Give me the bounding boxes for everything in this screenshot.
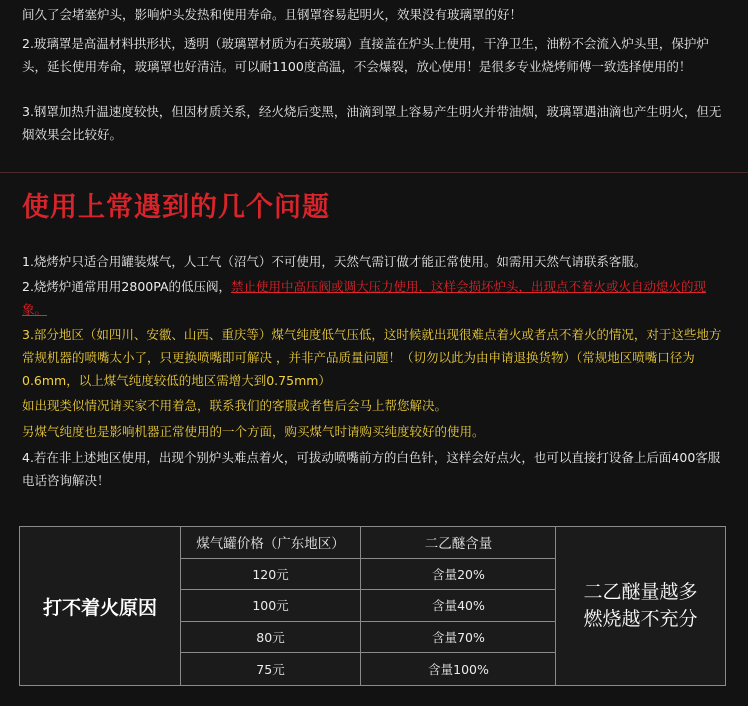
- price-cell: 80元: [181, 622, 361, 653]
- question-4: 4.若在非上述地区使用，出现个别炉头难点着火，可拔动喷嘴前方的白色针，这样会好点火，也可以直接打设备上后面400客服电话咨询解决！: [22, 450, 721, 488]
- question-3-note-1: 如出现类似情况请买家不用着急，联系我们的客服或者售后会马上帮您解决。: [22, 398, 448, 413]
- price-cell: 120元: [181, 559, 361, 590]
- table-left-label: 打不着火原因: [20, 527, 181, 685]
- price-content-grid: [181, 527, 556, 685]
- content-cell: 含量100%: [428, 662, 489, 678]
- question-3: 3.部分地区（如四川、安徽、山西、重庆等）煤气纯度低气压低，这时候就出现很难点着火或者点不着火的情况，对于这些地方常规机器的喷嘴太小了，只更换喷嘴即可解决 ，并非产品质量问题！（切勿以此为由申请退换货物）（常规地区喷嘴口径为0.6mm，以上煤气纯度较低的地区需增大到0.75mm）: [22, 327, 722, 388]
- table-right-conclusion: [555, 527, 725, 685]
- question-2-prefix: 2.烧烤炉通常用用2800PA的低压阀，: [22, 279, 232, 294]
- intro-paragraph-2: 2.玻璃罩是高温材料拱形状，透明（玻璃罩材质为石英玻璃）直接盖在炉头上使用，干净卫生，油粉不会流入炉头里，保护炉头，延长使用寿命，玻璃罩也好清洁。可以耐1100度高温，不会爆裂，放心使用！是很多专业烧烤师傅一致选择使用的！: [22, 36, 709, 74]
- content-cell: 含量20%: [432, 566, 485, 582]
- conclusion-line-2: 燃烧越不充分: [583, 608, 698, 630]
- section-divider: [0, 172, 748, 173]
- question-2-warning-link[interactable]: 禁止使用中高压阀或调大压力使用，这样会损坏炉头，出现点不着火或火自动熄火的现象。: [22, 279, 707, 317]
- table-row: [181, 653, 556, 685]
- price-cell: 75元: [181, 653, 361, 685]
- section-title: 使用上常遇到的几个问题: [22, 192, 330, 223]
- price-cell: 100元: [181, 590, 361, 621]
- table-row: [181, 622, 556, 654]
- header-price: 煤气罐价格（广东地区）: [181, 527, 361, 558]
- question-3-note-2: 另煤气纯度也是影响机器正常使用的一个方面，购买煤气时请购买纯度较好的使用。: [22, 424, 485, 439]
- content-cell: 含量40%: [432, 598, 485, 614]
- conclusion-line-1: 二乙醚量越多: [583, 581, 698, 603]
- content-cell: 含量70%: [432, 630, 485, 646]
- question-2: [22, 275, 730, 321]
- table-header-row: [181, 527, 556, 559]
- table-row: [181, 590, 556, 622]
- ignition-cause-table: [19, 526, 726, 686]
- table-row: [181, 559, 556, 591]
- question-1: 1.烧烤炉只适合用罐装煤气，人工气（沼气）不可使用，天然气需订做才能正常使用。如需用天然气请联系客服。: [22, 254, 647, 269]
- intro-paragraph-3: 3.钢罩加热升温速度较快，但因材质关系，经火烧后变黑，油滴到罩上容易产生明火并带油烟，玻璃罩遇油滴也产生明火，但无烟效果会比较好。: [22, 104, 722, 142]
- intro-paragraph-1: 间久了会堵塞炉头，影响炉头发热和使用寿命。且钢罩容易起明火，效果没有玻璃罩的好！: [22, 7, 523, 22]
- header-ether-content: 二乙醚含量: [424, 536, 493, 553]
